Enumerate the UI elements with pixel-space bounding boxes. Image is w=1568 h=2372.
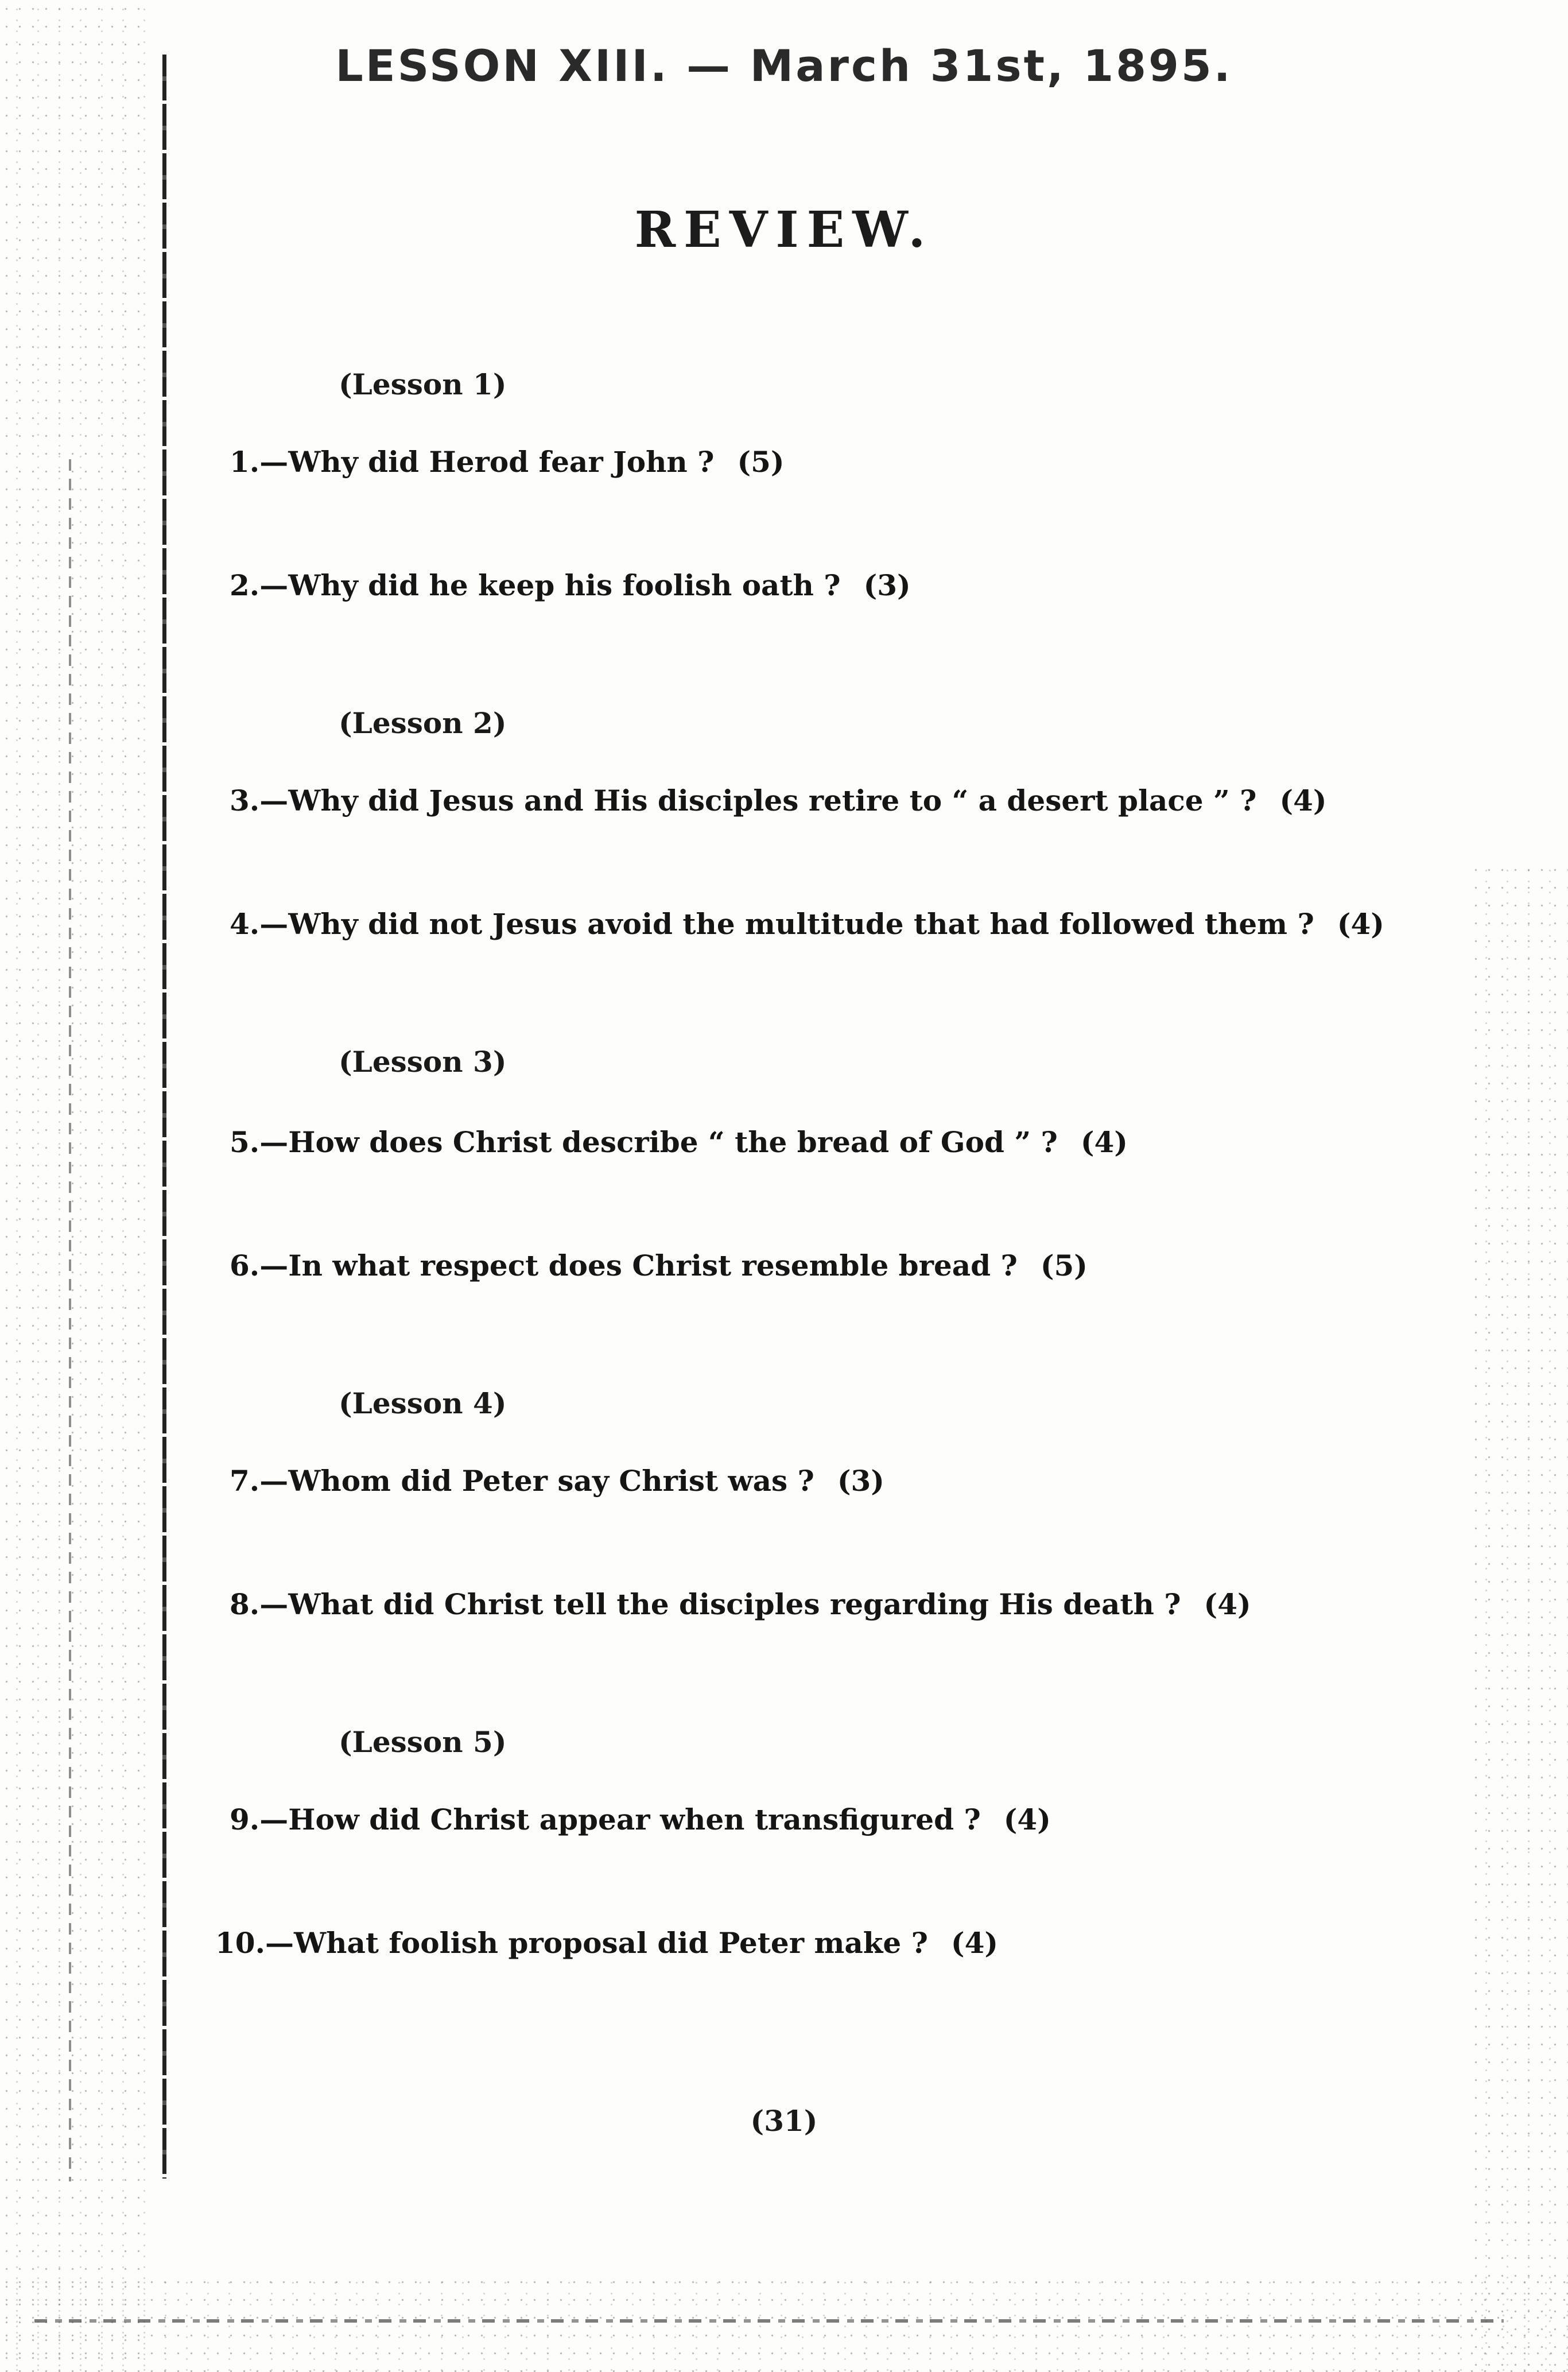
question <box>230 568 911 602</box>
right-edge-speckle <box>1469 861 1568 2372</box>
question-marks: (4) <box>1337 907 1384 941</box>
question <box>230 907 1384 941</box>
question-text: 3.—Why did Jesus and His disciples retire to “ a desert place ” ? <box>230 784 1257 817</box>
question-text: 9.—How did Christ appear when transfigured ? <box>230 1803 981 1836</box>
question <box>230 1587 1251 1621</box>
question <box>230 784 1327 817</box>
question <box>215 1926 998 1960</box>
binding-margin-line <box>162 55 166 2179</box>
question <box>230 1464 884 1498</box>
question-marks: (4) <box>950 1926 999 1960</box>
question-text: 10.—What foolish proposal did Peter make ? <box>215 1926 928 1960</box>
page-title: REVIEW. <box>634 201 934 259</box>
question-marks: (3) <box>863 568 911 602</box>
lesson-label: (Lesson 3) <box>339 1045 507 1079</box>
question <box>230 445 785 479</box>
question-text: 7.—Whom did Peter say Christ was ? <box>230 1464 814 1498</box>
question <box>230 1249 1088 1282</box>
question-text: 1.—Why did Herod fear John ? <box>230 445 715 479</box>
question-text: 6.—In what respect does Christ resemble bread ? <box>230 1249 1018 1282</box>
question-text: 5.—How does Christ describe “ the bread of God ” ? <box>230 1125 1058 1159</box>
question-marks: (4) <box>1080 1125 1128 1159</box>
page-number: (31) <box>750 2104 818 2138</box>
bottom-edge-speckle <box>0 2273 1568 2372</box>
question-marks: (4) <box>1279 784 1327 817</box>
question-marks: (5) <box>737 445 785 479</box>
question <box>230 1803 1051 1836</box>
left-edge-speckle <box>0 0 149 2372</box>
lesson-label: (Lesson 5) <box>339 1725 507 1759</box>
question-text: 2.—Why did he keep his foolish oath ? <box>230 568 841 602</box>
question-text: 8.—What did Christ tell the disciples regarding His death ? <box>230 1587 1181 1621</box>
question-marks: (3) <box>837 1464 884 1498</box>
bottom-edge-rule <box>34 2319 1504 2323</box>
question-marks: (4) <box>1003 1803 1051 1836</box>
question-text: 4.—Why did not Jesus avoid the multitude that had followed them ? <box>230 907 1314 941</box>
question-marks: (5) <box>1040 1249 1088 1282</box>
question <box>230 1125 1128 1159</box>
lesson-label: (Lesson 1) <box>339 367 507 401</box>
lesson-label: (Lesson 4) <box>339 1386 507 1420</box>
question-marks: (4) <box>1204 1587 1251 1621</box>
lesson-label: (Lesson 2) <box>339 706 507 740</box>
binding-shadow-line <box>69 459 71 2181</box>
lesson-header: LESSON XIII. — March 31st, 1895. <box>335 40 1233 91</box>
